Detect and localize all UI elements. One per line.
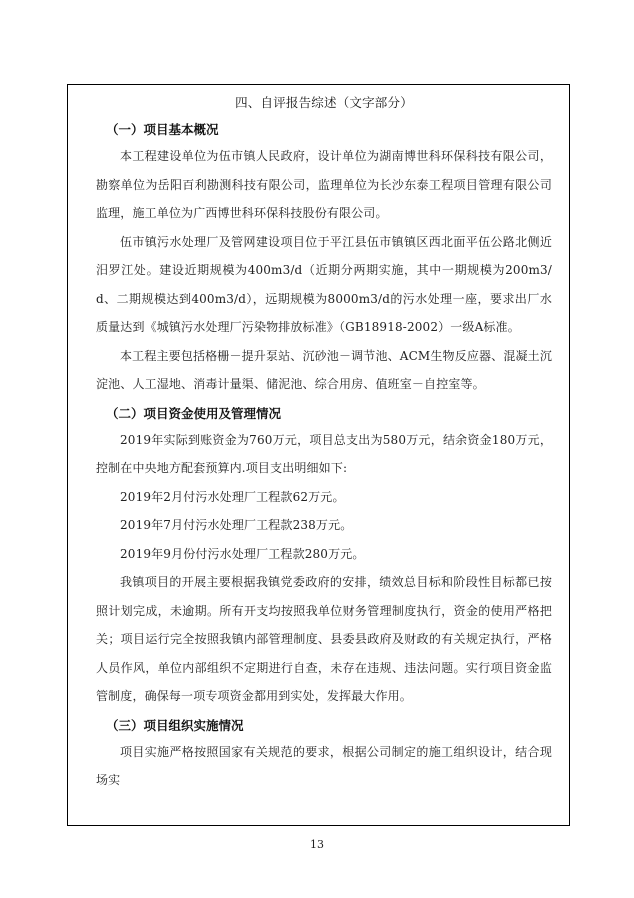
paragraph-location-scale: 伍市镇污水处理厂及管网建设项目位于平江县伍市镇镇区西北面平伍公路北侧近汨罗江处。建设近期规模为400m3/d（近期分两期实施，其中一期规模为200m3/d、二期规模达到400m3/d），远期规模为8000m3/d的污水处理一座，要求出厂水质量达到《城镇污水处理厂污染物排放标准》（GB18918-2002）一级A标准。 <box>96 234 552 334</box>
report-table-frame <box>67 84 570 826</box>
heading-implementation: （三）项目组织实施情况 <box>106 717 244 733</box>
paragraph-fund-supervision: 我镇项目的开展主要根据我镇党委政府的安排，绩效总目标和阶段性目标都已按照计划完成，未逾期。所有开支均按照我单位财务管理制度执行，资金的使用严格把关；项目运行完全按照我镇内部管理制度、县委县政府及财政的有关规定执行，严格人员作风，单位内部组织不定期进行自查，未存在违规、违法问题。实行项目资金监管制度，确保每一项专项资金都用到实处，发挥最大作用。 <box>96 575 552 703</box>
paragraph-payment-sep: 2019年9月份付污水处理厂工程款280万元。 <box>120 546 365 561</box>
section-title: 四、自评报告综述（文字部分） <box>235 95 413 110</box>
paragraph-payment-jul: 2019年7月付污水处理厂工程款238万元。 <box>120 518 353 532</box>
paragraph-payment-feb: 2019年2月付污水处理厂工程款62万元。 <box>120 489 345 504</box>
paragraph-components: 本工程主要包括格栅－提升泵站、沉砂池－调节池、ACM生物反应器、混凝土沉淀池、人工湿地、消毒计量渠、储泥池、综合用房、值班室－自控室等。 <box>96 348 552 391</box>
paragraph-implementation: 项目实施严格按照国家有关规范的要求，根据公司制定的施工组织设计，结合现场实 <box>96 744 552 787</box>
paragraph-units: 本工程建设单位为伍市镇人民政府，设计单位为湖南博世科环保科技有限公司，勘察单位为岳阳百利勘测科技有限公司，监理单位为长沙东泰工程项目管理有限公司监理，施工单位为广西博世科环保科技股份有限公司。 <box>96 149 552 220</box>
heading-basic-overview: （一）项目基本概况 <box>106 122 219 137</box>
paragraph-fund-summary: 2019年实际到账资金为760万元，项目总支出为580万元，结余资金180万元，控制在中央地方配套预算内.项目支出明细如下: <box>96 432 552 475</box>
report-content <box>96 91 552 795</box>
page-number: 13 <box>310 838 324 851</box>
heading-fund-management: （二）项目资金使用及管理情况 <box>106 405 282 421</box>
